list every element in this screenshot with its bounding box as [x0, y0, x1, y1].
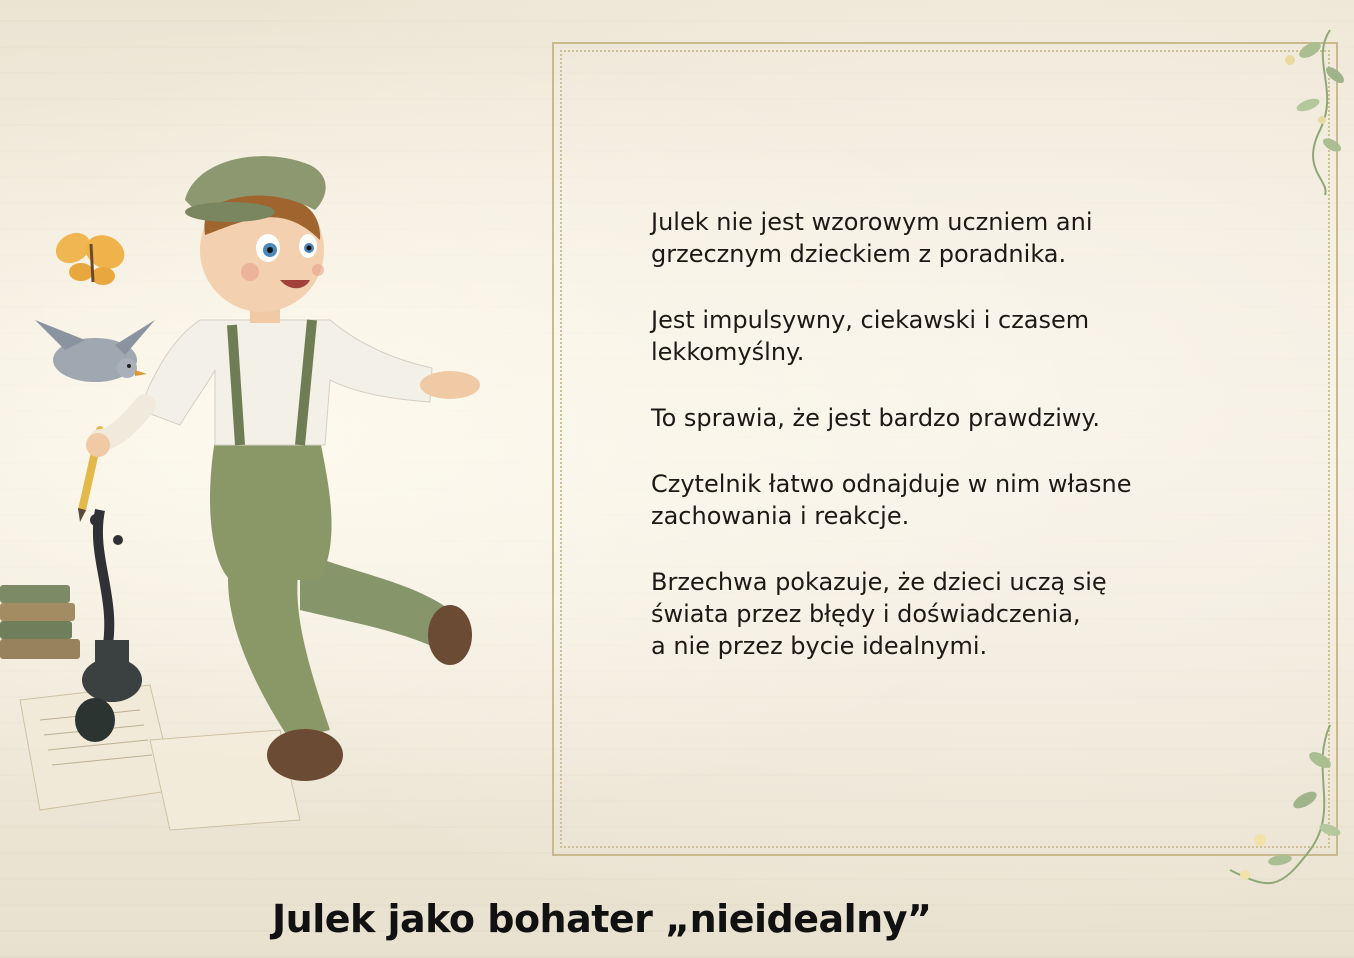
paragraph-3	[651, 402, 1251, 434]
bird-icon	[35, 320, 155, 382]
paragraph-5-line-2: świata przez błędy i doświadczenia,	[651, 600, 1081, 628]
text-block	[651, 206, 1251, 696]
vine-decoration-icon	[1210, 720, 1350, 900]
paragraph-5-line-3: a nie przez bycie idealnymi.	[651, 632, 988, 660]
paragraph-2-line-2: lekkomyślny.	[651, 338, 805, 366]
paragraph-2-line-1: Jest impulsywny, ciekawski i czasem	[651, 306, 1090, 334]
paragraph-5	[651, 566, 1251, 662]
butterfly-icon	[50, 227, 129, 285]
paragraph-1-line-2: grzecznym dzieckiem z poradnika.	[651, 240, 1067, 268]
paragraph-1	[651, 206, 1251, 270]
papers	[20, 685, 300, 830]
paragraph-5-line-1: Brzechwa pokazuje, że dzieci uczą się	[651, 568, 1107, 596]
paragraph-4	[651, 468, 1251, 532]
paragraph-4-line-2: zachowania i reakcje.	[651, 502, 910, 530]
paragraph-4-line-1: Czytelnik łatwo odnajduje w nim własne	[651, 470, 1132, 498]
paragraph-2	[651, 304, 1251, 368]
vine-decoration-icon	[1230, 20, 1350, 200]
paragraph-1-line-1: Julek nie jest wzorowym uczniem ani	[651, 208, 1093, 236]
slide-title: Julek jako bohater „nieidealny”	[272, 897, 932, 941]
paragraph-3-line-1: To sprawia, że jest bardzo prawdziwy.	[651, 404, 1100, 432]
books-icon	[0, 585, 80, 659]
boy-illustration	[0, 140, 520, 860]
